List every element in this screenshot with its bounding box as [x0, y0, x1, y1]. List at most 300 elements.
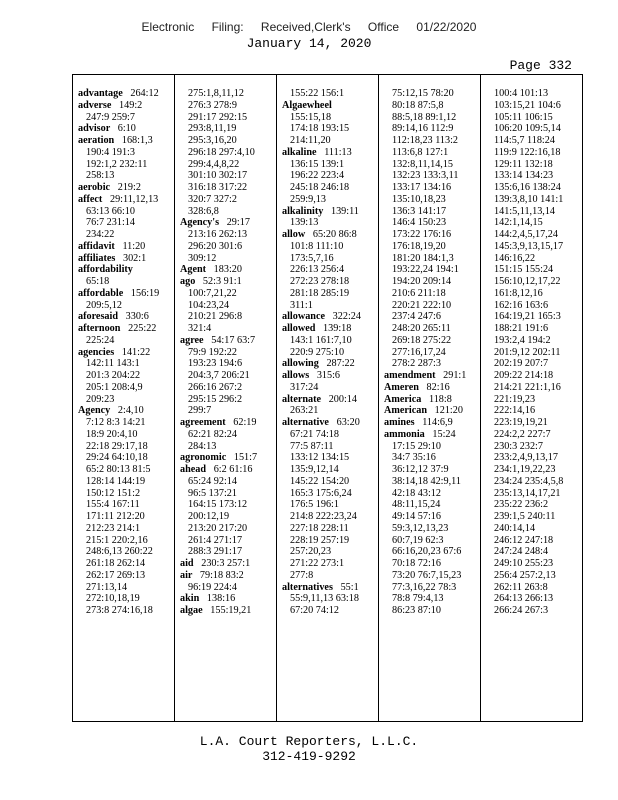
page-line-refs: 65:20 86:8 — [312, 229, 357, 240]
page-line-refs: 96:19 224:4 — [188, 581, 237, 593]
page-line-refs: 234:22 — [86, 229, 115, 240]
page-line-refs: 135:6,16 138:24 — [494, 182, 561, 193]
index-term-entry — [78, 100, 174, 112]
page-line-refs: 75:12,15 78:20 — [392, 88, 454, 99]
index-column-3 — [276, 75, 378, 721]
page-line-refs: 156:19 — [130, 287, 160, 299]
page-line-refs: 201:9,12 202:11 — [494, 346, 561, 358]
index-term-entry — [384, 382, 480, 394]
index-term-entry — [282, 394, 378, 406]
page-line-refs: 104:23,24 — [188, 299, 230, 311]
page-line-refs: 52:3 91:1 — [202, 276, 242, 287]
page-line-refs: 161:8,12,16 — [494, 287, 543, 299]
page-line-refs: 54:17 63:7 — [211, 334, 256, 346]
page-line-refs: 114:5,7 118:24 — [494, 135, 555, 146]
page-line-refs: 42:18 43:12 — [392, 487, 441, 499]
page-line-refs: 204:3,7 206:21 — [188, 370, 250, 381]
index-term: allows — [282, 370, 310, 381]
page-line-refs: 133:12 134:15 — [290, 452, 350, 464]
index-term-entry — [180, 464, 276, 476]
page-line-refs: 15:24 — [432, 428, 456, 440]
page-line-refs: 277:16,17,24 — [392, 346, 446, 358]
page-line-refs: 67:20 74:12 — [290, 605, 339, 616]
index-term: America — [384, 393, 422, 405]
page-line-refs: 145:22 154:20 — [290, 475, 350, 487]
index-term: algae — [180, 605, 203, 616]
page-line-refs: 80:18 87:5,8 — [392, 99, 444, 111]
page-line-refs: 142:11 143:1 — [86, 358, 140, 370]
page-line-refs: 278:2 287:3 — [392, 358, 441, 370]
index-term: alkalinity — [282, 205, 324, 217]
page-line-refs: 258:13 — [86, 170, 115, 182]
page-line-refs: 6:2 61:16 — [213, 464, 253, 475]
transcript-date: January 14, 2020 — [246, 36, 372, 51]
page-line-refs: 277:8 — [290, 569, 314, 581]
index-term: aid — [180, 558, 194, 569]
index-term-entry — [384, 429, 480, 441]
page-line-refs: 176:5 196:1 — [290, 499, 339, 511]
page-line-refs: 223:19,19,21 — [494, 417, 548, 428]
filing-stamp — [0, 20, 618, 34]
page-line-refs: 220:9 275:10 — [290, 346, 345, 358]
page-line-refs: 146:4 150:23 — [392, 217, 447, 229]
page-line-refs: 288:3 291:17 — [188, 546, 243, 558]
page-line-refs: 209:23 — [86, 393, 115, 405]
index-term: allowed — [282, 323, 316, 334]
page-line-refs: 271:13,14 — [86, 581, 128, 593]
page-line-refs: 291:1 — [443, 370, 467, 381]
page-line-refs: 287:22 — [326, 358, 355, 370]
page-line-refs: 38:14,18 42:9,11 — [392, 475, 461, 487]
page-line-refs: 62:21 82:24 — [188, 428, 237, 440]
page-line-refs: 82:16 — [426, 381, 450, 393]
page-line-refs: 55:1 — [340, 581, 359, 593]
page-line-refs: 257:20,23 — [290, 546, 332, 558]
page-line-refs: 295:15 296:2 — [188, 393, 243, 405]
index-term: affordable — [78, 287, 124, 299]
page-line-refs: 228:19 257:19 — [290, 534, 350, 546]
page-line-refs: 295:3,16,20 — [188, 135, 237, 146]
page-line-refs: 225:24 — [86, 334, 115, 346]
page-line-refs: 149:2 — [119, 99, 143, 111]
index-term-entry — [180, 452, 276, 464]
page-line-refs: 219:2 — [117, 182, 141, 193]
page-footer — [0, 734, 618, 764]
page-line-refs: 301:10 302:17 — [188, 170, 248, 182]
page-line-refs: 143:1 161:7,10 — [290, 334, 352, 346]
page-line-refs: 239:1,5 240:11 — [494, 511, 556, 522]
page-line-refs: 220:21 222:10 — [392, 299, 452, 311]
page-line-refs: 309:12 — [188, 252, 217, 264]
page-line-refs: 132:23 133:3,11 — [392, 170, 459, 182]
page-line-refs: 214:8 222:23,24 — [290, 511, 357, 522]
index-term-entry — [78, 88, 174, 100]
page-line-refs: 139:13 — [290, 217, 319, 229]
page-line-refs: 248:20 265:11 — [392, 323, 451, 334]
page-line-refs: 261:18 262:14 — [86, 558, 146, 569]
page-line-refs: 112:18,23 113:2 — [392, 135, 459, 146]
index-term-entry — [180, 276, 276, 288]
page-line-refs: 67:21 74:18 — [290, 428, 339, 440]
page-line-refs: 65:2 80:13 81:5 — [86, 464, 151, 475]
page-line-refs: 225:22 — [128, 323, 157, 334]
page-line-refs: 233:2,4,9,13,17 — [494, 452, 558, 464]
index-term: alternate — [282, 393, 322, 405]
index-term-entry — [282, 206, 378, 218]
index-term-entry — [384, 394, 480, 406]
page-line-refs: 234:24 235:4,5,8 — [494, 475, 564, 487]
page-line-refs: 114:6,9 — [422, 417, 453, 428]
page-line-refs: 79:18 83:2 — [199, 569, 244, 581]
index-term-entry — [78, 347, 174, 359]
page-line-refs: 262:11 263:8 — [494, 581, 548, 593]
page-line-refs: 269:18 275:22 — [392, 334, 452, 346]
page-line-refs: 176:18,19,20 — [392, 240, 446, 252]
index-column-4 — [378, 75, 480, 721]
reporter-phone: 312-419-9292 — [262, 749, 356, 764]
index-term: allowing — [282, 358, 319, 370]
index-term-entry — [78, 253, 174, 265]
page-line-refs: 221:19,23 — [494, 393, 536, 405]
index-term-entry — [282, 100, 378, 112]
index-term-entry — [180, 217, 276, 229]
page-line-refs: 136:15 139:1 — [290, 158, 345, 170]
page-line-refs: 248:6,13 260:22 — [86, 546, 153, 558]
page-line-refs: 210:21 296:8 — [188, 311, 243, 323]
page-line-refs: 173:5,7,16 — [290, 252, 334, 264]
page-line-refs: 262:17 269:13 — [86, 569, 146, 581]
page-line-refs: 141:5,11,13,14 — [494, 205, 556, 217]
index-term-entry — [78, 135, 174, 147]
page-line-refs: 105:11 106:15 — [494, 111, 553, 123]
index-term: ahead — [180, 464, 207, 475]
page-line-refs: 133:17 134:16 — [392, 182, 452, 193]
page-line-refs: 227:18 228:11 — [290, 522, 349, 534]
page-line-refs: 181:20 184:1,3 — [392, 252, 454, 264]
index-term: allowance — [282, 311, 326, 323]
page-line-refs: 62:19 — [233, 417, 257, 428]
page-line-refs: 55:9,11,13 63:18 — [290, 593, 359, 605]
page-line-refs: 193:23 194:6 — [188, 358, 243, 370]
page-line-refs: 214:21 221:1,16 — [494, 381, 561, 393]
page-line-refs: 78:8 79:4,13 — [392, 593, 444, 605]
page-line-refs: 222:14,16 — [494, 405, 536, 417]
index-term-entry — [384, 417, 480, 429]
page-line-refs: 272:10,18,19 — [86, 593, 140, 605]
filing-office: Office — [367, 20, 400, 34]
word-index-table — [72, 74, 583, 722]
index-term: akin — [180, 593, 200, 605]
page-line-refs: 155:15,18 — [290, 111, 332, 123]
page-line-refs: 316:18 317:22 — [188, 182, 248, 193]
page-line-refs: 296:18 297:4,10 — [188, 146, 255, 158]
index-term-entry — [384, 370, 480, 382]
page-line-refs: 119:9 122:16,18 — [494, 146, 561, 158]
page-line-refs: 281:18 285:19 — [290, 287, 350, 299]
index-term-entry — [282, 229, 378, 241]
page-line-refs: 271:22 273:1 — [290, 558, 345, 569]
index-term: air — [180, 569, 193, 581]
page-line-refs: 88:5,18 89:1,12 — [392, 111, 457, 123]
page-line-refs: 317:24 — [290, 381, 319, 393]
index-term: American — [384, 405, 427, 417]
page-line-refs: 320:7 327:2 — [188, 193, 237, 205]
index-term-entry — [282, 323, 378, 335]
page-line-refs: 63:13 66:10 — [86, 205, 135, 217]
page-line-refs: 96:5 137:21 — [188, 487, 237, 499]
page-line-refs: 86:23 87:10 — [392, 605, 441, 616]
page-line-refs: 70:18 72:16 — [392, 558, 441, 569]
filing-word-filing: Filing: — [211, 20, 244, 34]
page-line-refs: 129:11 132:18 — [494, 158, 553, 170]
page-line-refs: 29:11,12,13 — [109, 193, 159, 205]
page-line-refs: 235:22 236:2 — [494, 499, 549, 511]
page-line-refs: 192:1,2 232:11 — [86, 158, 148, 170]
index-term: affiliates — [78, 252, 116, 264]
page-line-refs: 165:3 175:6,24 — [290, 487, 352, 499]
page-line-refs: 171:11 212:20 — [86, 511, 145, 522]
page-line-refs: 63:20 — [336, 417, 360, 428]
page-line-refs: 315:6 — [316, 370, 341, 381]
index-term-entry — [78, 311, 174, 323]
index-term: agreement — [180, 417, 226, 428]
page-line-refs: 111:13 — [324, 146, 352, 158]
page-line-refs: 151:7 — [233, 452, 258, 464]
page-line-refs: 183:20 — [213, 264, 242, 276]
page-line-refs: 291:17 292:15 — [188, 111, 248, 123]
page-line-refs: 34:7 35:16 — [392, 452, 436, 464]
index-term: afternoon — [78, 323, 121, 334]
page-line-refs: 302:1 — [122, 252, 147, 264]
index-term: affect — [78, 193, 103, 205]
page-line-refs: 17:15 29:10 — [392, 440, 441, 452]
page-line-refs: 202:19 207:7 — [494, 358, 549, 370]
index-term: advisor — [78, 123, 111, 135]
page-line-refs: 65:24 92:14 — [188, 475, 237, 487]
index-term-entry — [180, 417, 276, 429]
page-line-refs: 200:12,19 — [188, 511, 230, 522]
page-line-refs: 266:16 267:2 — [188, 381, 243, 393]
page-line-refs: 328:6,8 — [188, 205, 219, 217]
page-line-refs: 188:21 191:6 — [494, 323, 549, 334]
index-term-entry — [384, 405, 480, 417]
page-line-refs: 205:1 208:4,9 — [86, 381, 143, 393]
index-term-entry — [180, 570, 276, 582]
page-line-refs: 190:4 191:3 — [86, 146, 135, 158]
page-line-refs: 249:10 255:23 — [494, 558, 554, 569]
page-line-refs: 135:9,12,14 — [290, 464, 339, 475]
page-line-refs: 284:13 — [188, 440, 217, 452]
index-term: amendment — [384, 370, 436, 381]
page-line-refs: 261:4 271:17 — [188, 534, 243, 546]
page-line-refs: 29:17 — [226, 217, 250, 229]
index-term-entry — [78, 405, 174, 417]
page-number: Page 332 — [509, 58, 572, 73]
page-line-refs: 100:4 101:13 — [494, 88, 549, 99]
page-line-refs: 259:9,13 — [290, 193, 326, 205]
page-line-refs: 201:3 204:22 — [86, 370, 141, 381]
page-line-refs: 155:4 167:11 — [86, 499, 140, 511]
index-term: agronomic — [180, 452, 227, 464]
page-line-refs: 311:1 — [290, 299, 313, 311]
page-line-refs: 247:9 259:7 — [86, 111, 135, 123]
page-line-refs: 215:1 220:2,16 — [86, 534, 148, 546]
page-line-refs: 266:24 267:3 — [494, 605, 549, 616]
filing-date: 01/22/2020 — [416, 20, 477, 34]
page-line-refs: 76:7 231:14 — [86, 217, 135, 229]
page-line-refs: 168:1,3 — [121, 135, 153, 146]
index-term-entry — [180, 558, 276, 570]
page-line-refs: 209:22 214:18 — [494, 370, 554, 381]
index-term: aeration — [78, 135, 115, 146]
page-line-refs: 226:13 256:4 — [290, 264, 345, 276]
page-line-refs: 209:5,12 — [86, 299, 122, 311]
page-line-refs: 139:18 — [323, 323, 352, 334]
page-line-refs: 121:20 — [434, 405, 463, 417]
page-line-refs: 66:16,20,23 67:6 — [392, 546, 462, 558]
page-line-refs: 263:21 — [290, 405, 319, 417]
page-line-refs: 36:12,12 37:9 — [392, 464, 449, 475]
page-line-refs: 132:8,11,14,15 — [392, 158, 454, 170]
index-term: aforesaid — [78, 311, 118, 323]
page-line-refs: 299:7 — [188, 405, 212, 417]
page-line-refs: 322:24 — [332, 311, 361, 323]
page-line-refs: 224:2,2 227:7 — [494, 428, 551, 440]
index-term-entry — [180, 335, 276, 347]
page-line-refs: 210:6 211:18 — [392, 287, 446, 299]
page-line-refs: 235:13,14,17,21 — [494, 487, 561, 499]
page-line-refs: 247:24 248:4 — [494, 546, 549, 558]
index-term-entry — [78, 123, 174, 135]
index-term: alkaline — [282, 146, 317, 158]
index-column-5 — [480, 75, 582, 721]
page-line-refs: 146:16,22 — [494, 252, 536, 264]
page-line-refs: 6:10 — [117, 123, 136, 135]
page-line-refs: 150:12 151:2 — [86, 487, 141, 499]
index-term-entry — [282, 311, 378, 323]
page-line-refs: 29:24 64:10,18 — [86, 452, 148, 464]
page-line-refs: 330:6 — [125, 311, 149, 323]
page-line-refs: 141:22 — [121, 346, 151, 358]
page-line-refs: 59:3,12,13,23 — [392, 522, 449, 534]
index-term: affidavit — [78, 240, 115, 252]
page-line-refs: 22:18 29:17,18 — [86, 440, 148, 452]
page-line-refs: 174:18 193:15 — [290, 123, 350, 135]
index-term-entry — [282, 358, 378, 370]
page-line-refs: 234:1,19,22,23 — [494, 464, 556, 475]
index-term: amines — [384, 417, 415, 428]
index-term: advantage — [78, 88, 123, 99]
page-line-refs: 49:14 57:16 — [392, 511, 441, 522]
page-line-refs: 212:23 214:1 — [86, 522, 141, 534]
page-line-refs: 138:16 — [206, 593, 236, 605]
page-line-refs: 264:12 — [130, 88, 159, 99]
index-term: Algaewheel — [282, 99, 332, 111]
index-term-entry — [78, 288, 174, 300]
page-line-refs: 321:4 — [188, 323, 212, 334]
page-line-refs: 276:3 278:9 — [188, 99, 237, 111]
page-line-refs: 2:4,10 — [117, 405, 144, 417]
page-line-refs: 173:22 176:16 — [392, 229, 452, 240]
index-term-entry — [282, 417, 378, 429]
index-term: adverse — [78, 99, 112, 111]
page-line-refs: 194:20 209:14 — [392, 276, 452, 287]
page-line-refs: 196:22 223:4 — [290, 170, 345, 182]
page-line-refs: 164:19,21 165:3 — [494, 311, 561, 323]
page-line-refs: 145:3,9,13,15,17 — [494, 240, 564, 252]
index-term-entry — [180, 264, 276, 276]
page-line-refs: 256:4 257:2,13 — [494, 569, 556, 581]
index-term: alternatives — [282, 581, 333, 593]
page-line-refs: 113:6,8 127:1 — [392, 146, 449, 158]
filing-word-electronic: Electronic — [141, 20, 195, 34]
page-line-refs: 230:3 257:1 — [201, 558, 251, 569]
index-term: affordability — [78, 264, 133, 276]
index-term-entry — [78, 264, 174, 276]
page-line-refs: 79:9 192:22 — [188, 346, 237, 358]
filing-received: Received,Clerk's — [260, 20, 351, 34]
page-line-refs: 101:8 111:10 — [290, 240, 344, 252]
page-line-refs: 135:10,18,23 — [392, 193, 446, 205]
index-column-1 — [73, 75, 174, 721]
page-line-refs: 156:10,12,17,22 — [494, 276, 561, 287]
index-term: Agency's — [180, 217, 220, 229]
page-line-refs: 118:8 — [428, 393, 452, 405]
page-line-refs: 155:22 156:1 — [290, 88, 345, 99]
index-term: allow — [282, 229, 306, 240]
index-term-entry — [282, 147, 378, 159]
index-term-entry — [78, 182, 174, 194]
index-term-entry — [180, 593, 276, 605]
index-term: Agent — [180, 264, 207, 276]
page-line-refs: 193:2,4 194:2 — [494, 334, 551, 346]
page-line-refs: 162:16 163:6 — [494, 299, 549, 311]
page-line-refs: 136:3 141:17 — [392, 205, 447, 217]
page-line-refs: 77:3,16,22 78:3 — [392, 581, 457, 593]
page-line-refs: 103:15,21 104:6 — [494, 99, 561, 111]
page-line-refs: 139:11 — [330, 205, 359, 217]
page-line-refs: 264:13 266:13 — [494, 593, 554, 605]
page-line-refs: 155:19,21 — [210, 605, 252, 616]
page-line-refs: 214:11,20 — [290, 135, 331, 146]
index-term-entry — [78, 194, 174, 206]
page-line-refs: 60:7,19 62:3 — [392, 534, 444, 546]
page-line-refs: 142:1,14,15 — [494, 217, 543, 229]
index-term-entry — [78, 241, 174, 253]
page-line-refs: 106:20 109:5,14 — [494, 123, 561, 135]
index-term-entry — [180, 605, 276, 617]
index-term-entry — [282, 370, 378, 382]
page-line-refs: 7:12 8:3 14:21 — [86, 417, 146, 428]
reporter-company: L.A. Court Reporters, L.L.C. — [199, 734, 419, 749]
page-line-refs: 128:14 144:19 — [86, 475, 146, 487]
page-line-refs: 213:16 262:13 — [188, 229, 248, 240]
page-line-refs: 275:1,8,11,12 — [188, 88, 244, 99]
page-line-refs: 299:4,4,8,22 — [188, 158, 240, 170]
page-line-refs: 213:20 217:20 — [188, 522, 248, 534]
page-line-refs: 240:14,14 — [494, 522, 536, 534]
index-term: ammonia — [384, 428, 425, 440]
page-line-refs: 237:4 247:6 — [392, 311, 441, 323]
index-term: alternative — [282, 417, 329, 428]
page-line-refs: 272:23 278:18 — [290, 276, 350, 287]
page-line-refs: 133:14 134:23 — [494, 170, 554, 182]
index-term-entry — [282, 582, 378, 594]
index-term: agencies — [78, 346, 115, 358]
index-term: ago — [180, 276, 196, 287]
page-line-refs: 245:18 246:18 — [290, 182, 350, 193]
index-term: aerobic — [78, 182, 111, 193]
